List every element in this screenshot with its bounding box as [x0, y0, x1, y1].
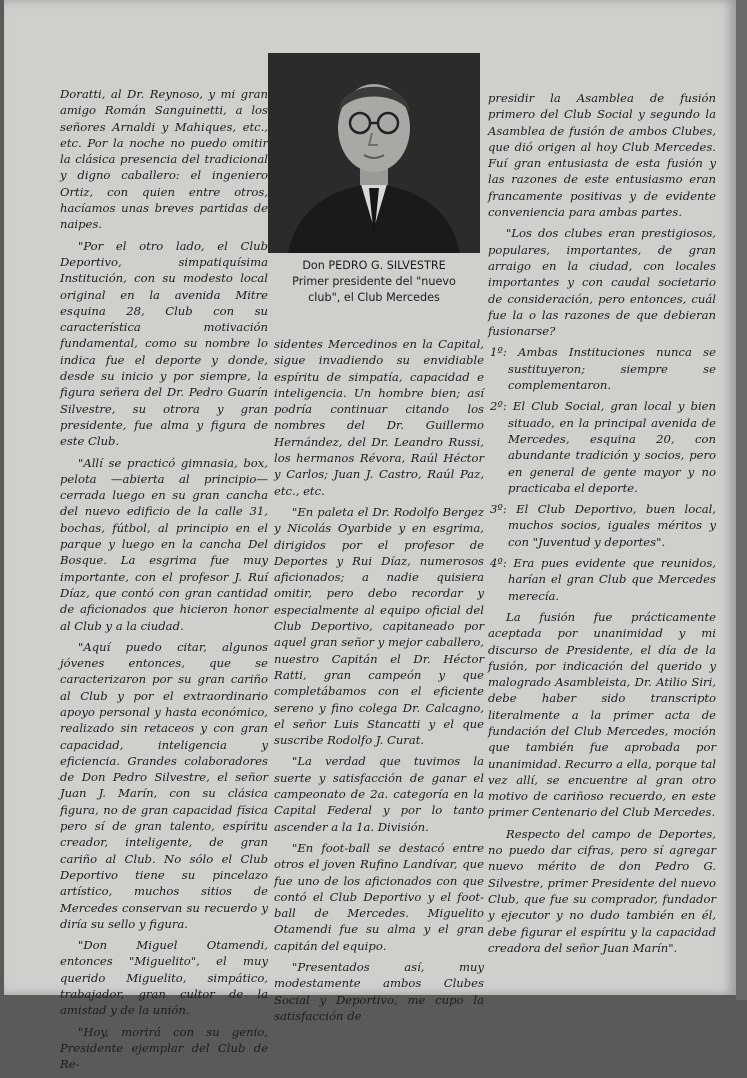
paragraph: "En paleta el Dr. Rodolfo Bergez y Nicolás Oyarbide y en esgrima, dirigidos por el profesor de Deportes y Rui Díaz, numerosos aficionados; a nadie quisiera omitir, pero debo recordar y especialmente al equipo oficial del Club Deportivo, capitaneado por aquel gran señor y mejor caballero, nuestro Capitán el Dr. Héctor Ratti, gran campeón y que completábamos con el eficiente sereno y fino colega Dr. Calcagno, el señor Luis Stancatti y el que suscribe Rodolfo J. Curat.: [274, 504, 484, 748]
paragraph: "Por el otro lado, el Club Deportivo, simpatiquísima Institución, con su modesto local original en la avenida Mitre esquina 28, Club con su característica motivación fundamental, como su nombre lo indica fue el deporte y donde, desde su inicio y por siempre, la figura señera del Dr. Pedro Guarín Silvestre, su otrora y gran presidente, fue alma y figura de este Club.: [60, 238, 268, 449]
portrait-illustration: [268, 53, 480, 253]
caption-line: club", el Club Mercedes: [308, 291, 440, 304]
list-item: 3º: El Club Deportivo, buen local, muchos socios, iguales méritos y con "Juventud y deportes".: [490, 502, 716, 549]
paragraph: "Hoy, morirá con su genio, Presidente ejemplar del Club de Re-: [60, 1024, 268, 1072]
page-edge-shadow: [736, 0, 747, 1000]
paragraph: "Don Miguel Otamendi, entonces "Miguelito", el muy querido Miguelito, simpático, trabajador, gran cultor de la amistad y de la unión.: [60, 938, 268, 1018]
portrait-photo: [268, 53, 480, 253]
text-column-right: [488, 90, 716, 961]
paragraph: "Aquí puedo citar, algunos jóvenes entonces, que se caracterizaron por su gran cariño al Club y por el extraordinario apoyo personal y hasta económico, realizado sin retaceos y con gran capacidad, inteligencia y eficiencia. Grandes colaboradores de Don Pedro Silvestre, el señor Juan J. Marín, con su clásica figura, no de gran capacidad física pero sí de gran talento, espíritu creador, inteligente, de gran cariño al Club. No sólo el Club Deportivo tiene su pincelazo artístico, muchos sitios de Mercedes conservan su recuerdo y diría su sello y figura.: [60, 639, 268, 931]
caption-line: Don PEDRO G. SILVESTRE: [302, 259, 446, 272]
paragraph: sidentes Mercedinos en la Capital, sigue invadiendo su envidiable espíritu de simpatía, capacidad e inteligencia. Un hombre bien; así podría continuar citando los nombres del Dr. Guillermo Hernández, del Dr. Leandro Russi, los hermanos Révora, Raúl Héctor y Carlos; Juan J. Castro, Raúl Paz, etc., etc.: [274, 337, 484, 498]
text-column-middle: [274, 336, 484, 1029]
paragraph: "Allí se practicó gimnasia, box, pelota —abierta al principio— cerrada luego en su gran cancha del nuevo edificio de la calle 31, bochas, fútbol, al principio en el parque y luego en la cancha Del Bosque. La esgrima fue muy importante, con el profesor J. Ruí Díaz, que contó con gran cantidad de aficionados que hicieron honor al Club y a la ciudad.: [60, 455, 268, 633]
photo-caption: [268, 258, 480, 306]
paragraph: Respecto del campo de Deportes, no puedo dar cifras, pero sí agregar nuevo mérito de don Pedro G. Silvestre, primer Presidente del nuevo Club, que fue su comprador, fundador y ejecutor y no dudo también en él, debe figurar el espíritu y la capacidad creadora del señor Juan Marín".: [488, 826, 716, 955]
paragraph: Doratti, al Dr. Reynoso, y mi gran amigo Román Sanguinetti, a los señores Arnaldi y Mahiques, etc., etc. Por la noche no puedo omitir la clásica presencia del tradicional y digno caballero: el ingeniero Ortiz, con quien entre otros, hacíamos unas breves partidas de naipes.: [60, 87, 268, 232]
paragraph: presidir la Asamblea de fusión primero del Club Social y segundo la Asamblea de fusión de ambos Clubes, que dió origen al hoy Club Mercedes. Fuí gran entusiasta de esta fusión y las razones de este entusiasmo eran francamente positivas y de evidente conveniencia para ambas partes.: [488, 91, 716, 220]
list-item: 1º: Ambas Instituciones nunca se sustituyeron; siempre se complementaron.: [490, 345, 716, 393]
list-item: 2º: El Club Social, gran local y bien situado, en la principal avenida de Mercedes, esquina 20, con abundante tradición y socios, pero en general de gente mayor y no practicaba el deporte.: [490, 399, 716, 495]
magazine-page: [4, 0, 736, 1072]
paragraph: "La verdad que tuvimos la suerte y satisfacción de ganar el campeonato de 2a. categoría en la Capital Federal y por lo tanto ascender a la 1a. División.: [274, 754, 484, 834]
paragraph: "Los dos clubes eran prestigiosos, populares, importantes, de gran arraigo en la ciudad, con locales importantes y con caudal societario de consideración, pero entonces, cuál fue la o las razones de que debieran fusionarse?: [488, 226, 716, 339]
paragraph: "Presentados así, muy modestamente ambos Clubes Social y Deportivo, me cupo la satisfacción de: [274, 959, 484, 1023]
caption-line: Primer presidente del "nuevo: [292, 275, 456, 288]
paragraph: La fusión fue prácticamente aceptada por unanimidad y mi discurso de Presidente, el día de la fusión, por indicación del querido y malogrado Asambleista, Dr. Atilio Siri, debe haber sido transcripto literalmente a la primer acta de fundación del Club Mercedes, moción que también fue aprobada por unanimidad. Recurro a ella, porque tal vez allí, se encuentre al gran otro motivo de cariñoso recuerdo, en este primer Centenario del Club Mercedes.: [488, 609, 716, 820]
paragraph: "En foot-ball se destacó entre otros el joven Rufino Landívar, que fue uno de los aficionados con que contó el Club Deportivo y el foot-ball de Mercedes. Miguelito Otamendi fue su alma y el gran capitán del equipo.: [274, 840, 484, 953]
list-item: 4º: Era pues evidente que reunidos, harían el gran Club que Mercedes merecía.: [490, 556, 716, 603]
text-column-left: [60, 86, 268, 1078]
